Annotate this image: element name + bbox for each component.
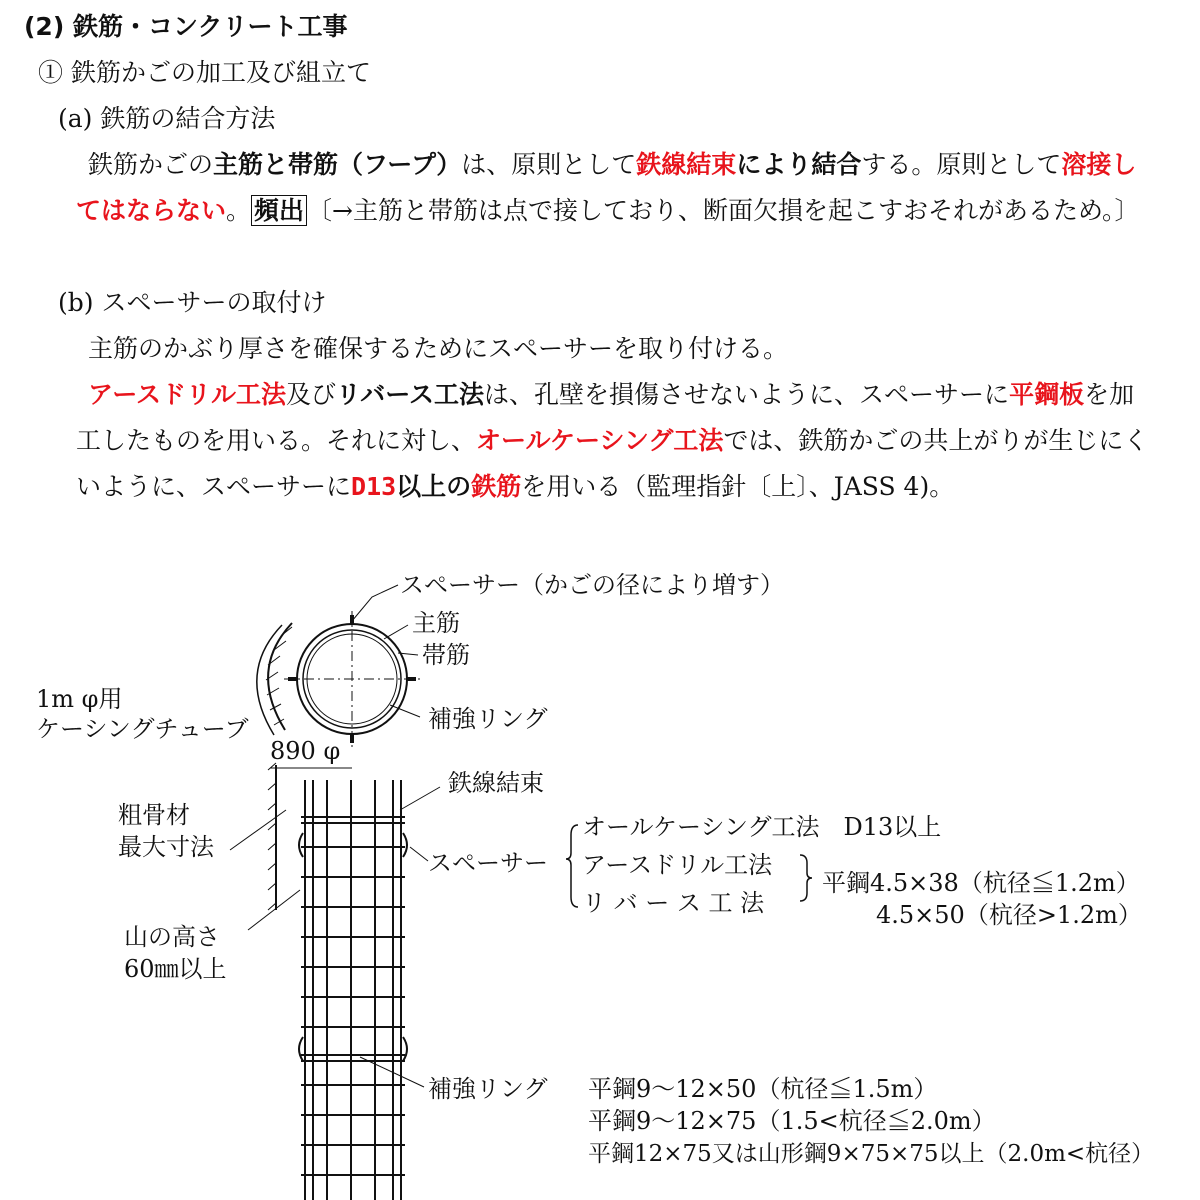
label-ring-spec-2: 平鋼9～12×75（1.5<杭径≦2.0m） [588,1107,996,1135]
subsection-number: ① [38,58,64,87]
highlight-wire-binding: 鉄線結束 [636,150,737,179]
emphasis-reverse: リバース工法 [336,380,485,409]
highlight-d13: D13 [351,472,397,501]
label-casing-1: 1m φ用 [36,685,123,713]
emphasis-joined: により結合 [736,150,862,179]
label-ring-spec-1: 平鋼9～12×50（杭径≦1.5m） [588,1075,938,1103]
highlight-all-casing: オールケーシング工法 [476,426,724,455]
casing-wall-section [268,763,276,910]
label-casing-2: ケーシングチューブ [36,715,249,743]
item-a-title: 鉄筋の結合方法 [100,104,276,133]
label-ring: 補強リング [428,1075,548,1103]
section-heading [24,10,347,44]
text-run: 〔→主筋と帯筋は点で接しており、断面欠損を起こすおそれがあるため。〕 [307,196,1140,225]
highlight-no-welding: 溶接し [1061,150,1137,179]
label-ring-spec-3: 平鋼12×75又は山形鋼9×75×75以上（2.0m<杭径） [588,1141,1155,1167]
section-title: 鉄筋・コンクリート工事 [72,12,348,41]
emphasis-main-hoop: 主筋と帯筋（フープ） [213,150,462,179]
item-b-paragraph-line-2 [88,378,1134,412]
frequent-badge: 頻出 [251,195,307,226]
text-run: 。 [226,196,252,225]
item-a-paragraph-line-1 [88,148,1136,182]
cage-elevation [299,780,407,1200]
text-run: する。原則として [861,150,1062,179]
highlight-rebar: 鉄筋 [471,472,522,501]
subsection-title: 鉄筋かごの加工及び組立て [70,58,371,87]
label-aggregate-2: 最大寸法 [118,833,214,861]
item-a-label: (a) [58,104,93,133]
label-method-all-casing: オールケーシング工法 D13以上 [582,813,942,841]
text-run: では、鉄筋かごの共上がりが生じにく [723,426,1149,455]
text-run: 主筋のかぶり厚さを確保するためにスペーサーを取り付ける。 [88,334,789,363]
item-b-title: スペーサーの取付け [101,288,327,317]
text-run: は、原則として [461,150,637,179]
label-ring-top: 補強リング [428,705,548,733]
item-b-paragraph-line-1 [88,332,788,366]
label-aggregate-1: 粗骨材 [118,801,190,829]
text-run: 工したものを用いる。それに対し、 [76,426,477,455]
label-main-bar: 主筋 [412,609,460,637]
item-b-paragraph-line-3 [76,424,1148,458]
highlight-earth-drill: アースドリル工法 [88,380,287,409]
section-number: (2) [24,12,65,41]
text-run: を加 [1084,380,1135,409]
text-run: は、孔壁を損傷させないように、スペーサーに [484,380,1010,409]
label-method-earth-drill: アースドリル工法 [582,851,773,879]
subsection-heading [38,56,371,90]
text-run: いように、スペーサーに [76,472,352,501]
highlight-must-not: てはならない [76,196,227,225]
label-diameter: 890 φ [270,737,341,765]
rebar-cage-figure [0,555,1200,1200]
label-hoop: 帯筋 [422,641,470,669]
item-a-heading [58,102,275,136]
label-wire-binding: 鉄線結束 [448,769,544,797]
label-method-reverse: リ バ ー ス 工 法 [582,889,765,917]
emphasis-or-more: 以上の [396,472,472,501]
text-run: 鉄筋かごの [88,150,214,179]
label-height-1: 山の高さ [124,923,220,951]
label-flat-steel-2: 4.5×50（杭径>1.2m） [876,901,1142,929]
item-b-paragraph-line-4 [76,470,954,504]
label-height-2: 60㎜以上 [124,955,227,983]
text-run: を用いる（監理指針〔上〕、JASS 4)。 [521,472,955,501]
label-flat-steel-1: 平鋼4.5×38（杭径≦1.2m） [822,869,1140,897]
item-b-label: (b) [58,288,94,317]
item-a-paragraph-line-2 [76,194,1140,228]
label-spacer-top: スペーサー（かごの径により増す） [400,571,784,599]
highlight-flat-steel: 平鋼板 [1009,380,1085,409]
label-spacer: スペーサー [428,849,548,877]
cage-plan-view [284,611,420,747]
item-b-heading [58,286,326,320]
text-run: 及び [286,380,337,409]
